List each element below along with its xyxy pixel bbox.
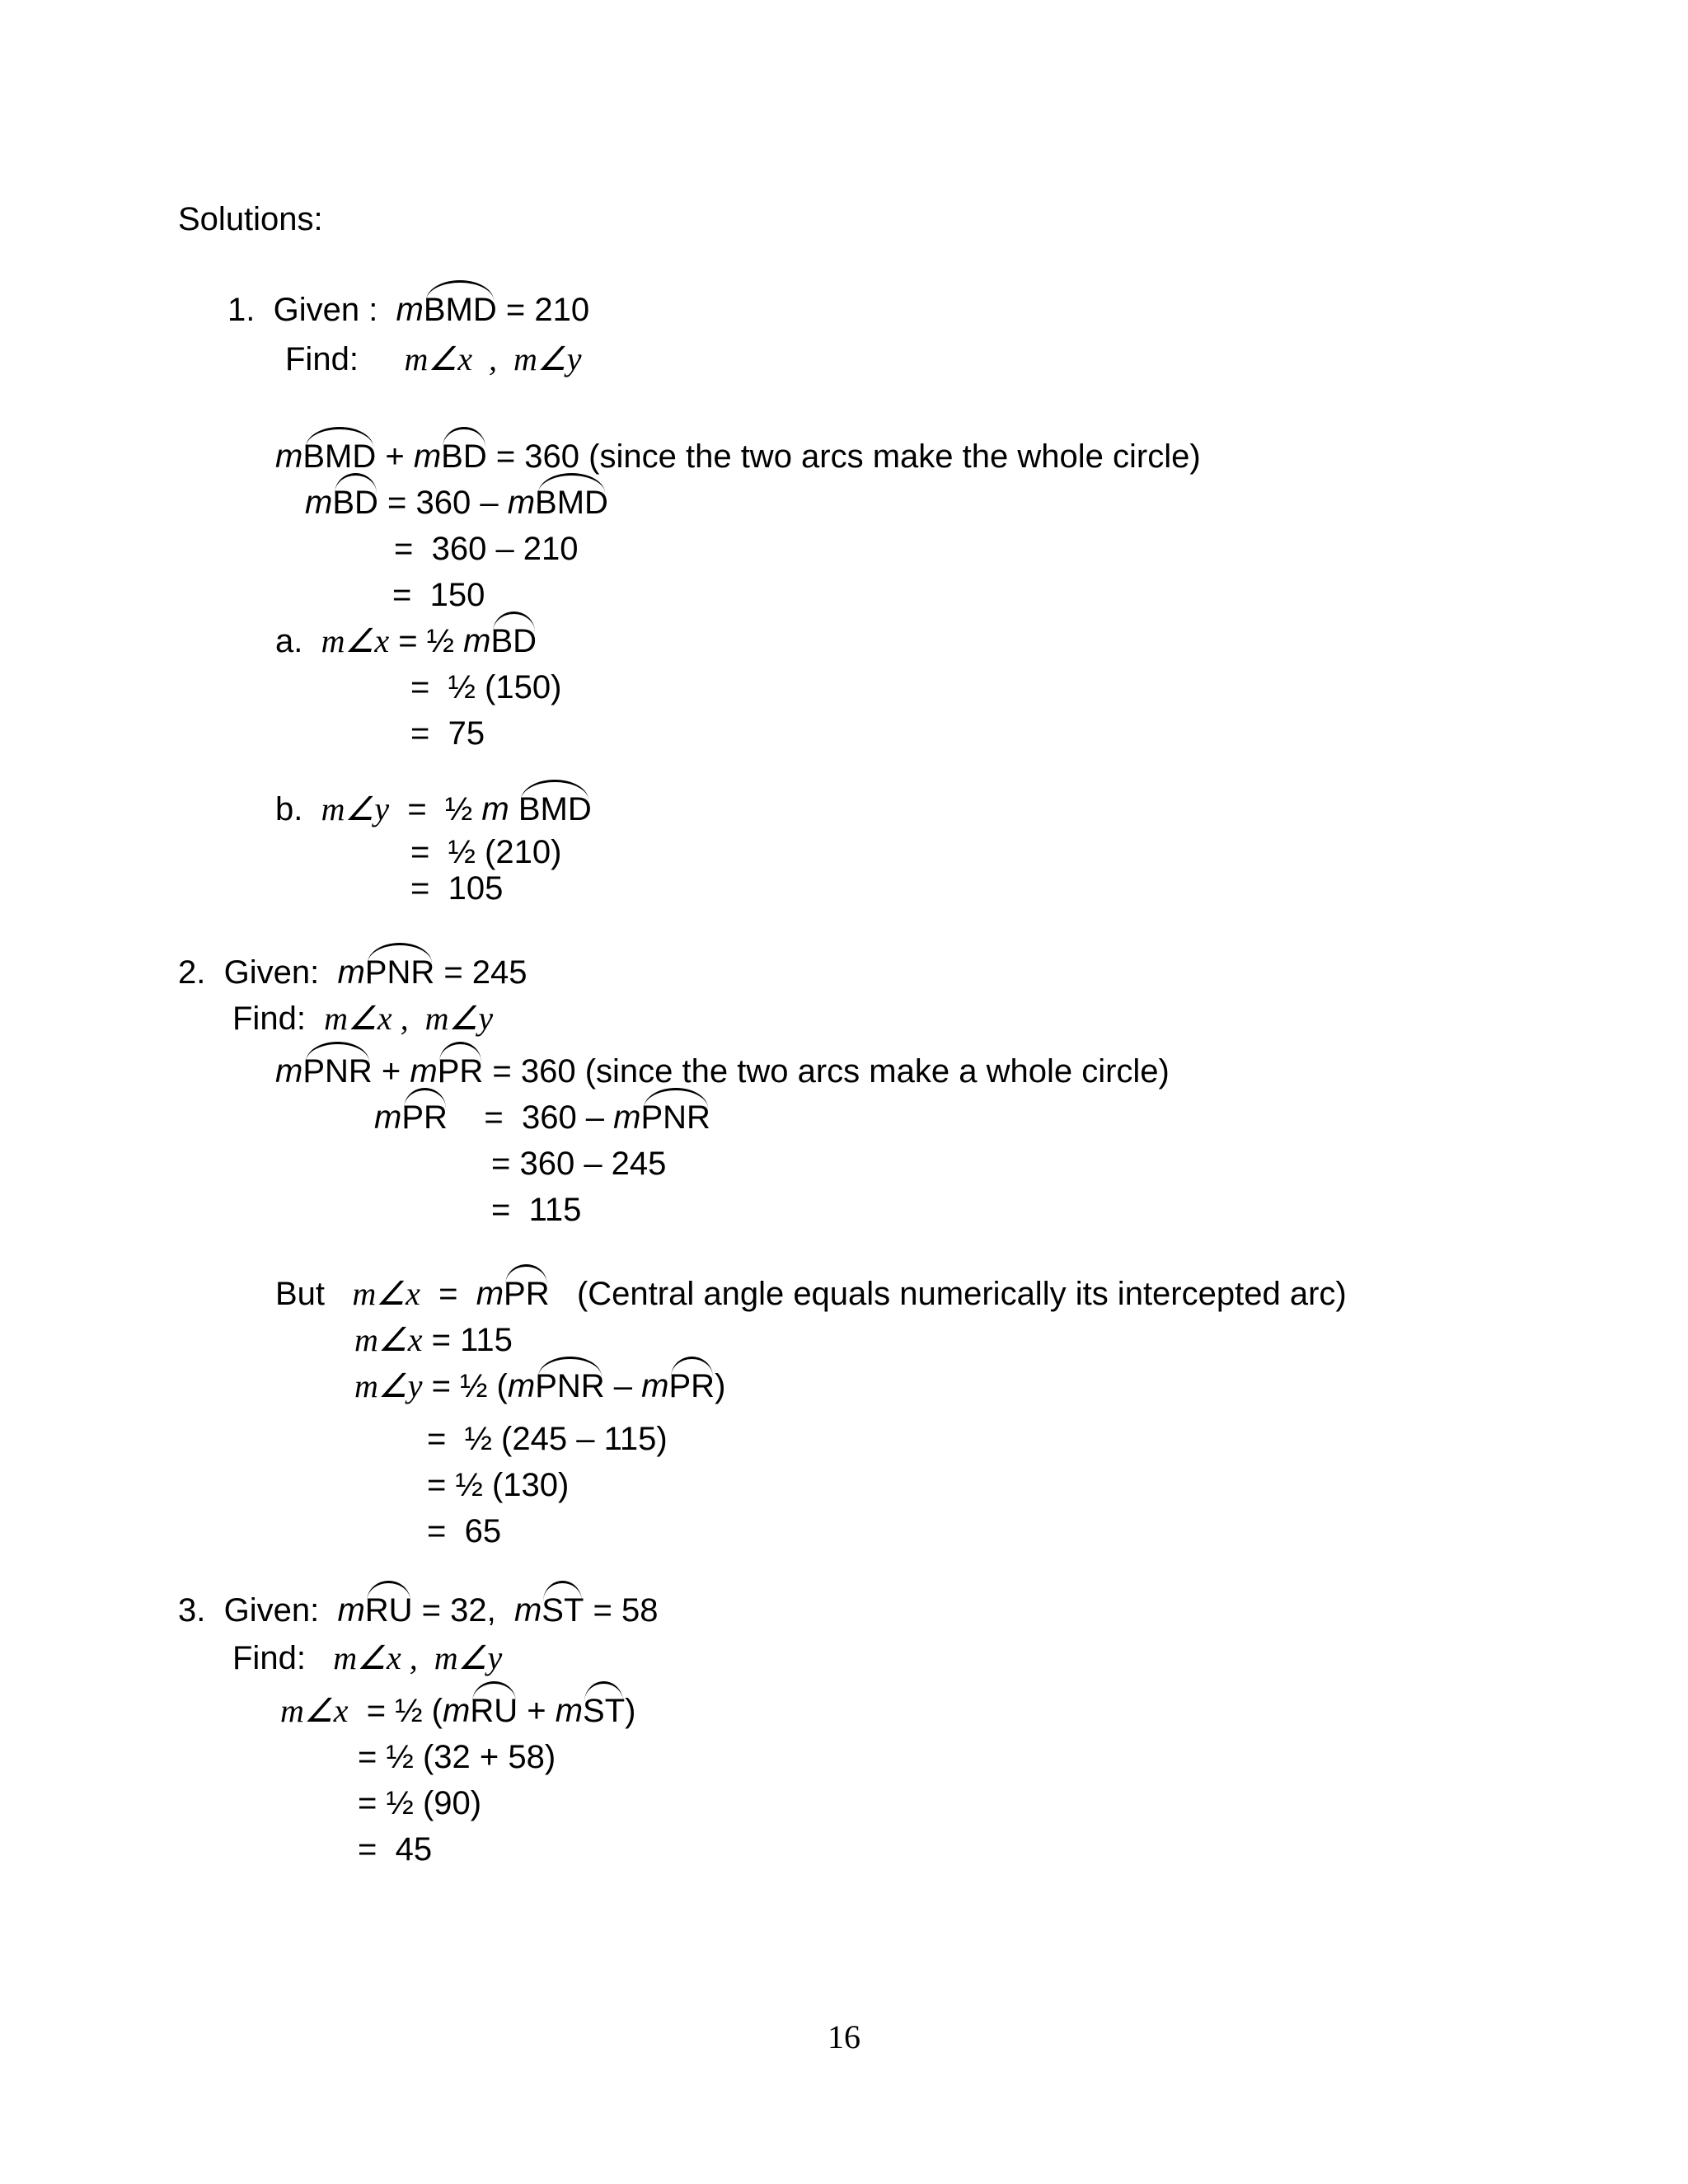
p1-part-a-step-2: = ½ (150) [410,669,562,705]
solutions-heading: Solutions: [178,201,323,237]
p2-x-value [354,1320,513,1360]
find-expressions: m∠x , m∠y [333,1639,503,1676]
given-value: = 245 [434,954,528,991]
find-expressions: m∠x , m∠y [324,1000,494,1037]
angle-expression: m∠x [280,1692,349,1729]
given-label: Given: [223,954,320,991]
measure-symbol: m [476,1276,504,1312]
problem-2-given [178,953,528,992]
problem-number: 3. [178,1592,206,1629]
measure-symbol: m [275,1053,303,1090]
p2-y-formula [354,1366,725,1406]
step-text: = 360 (since the two arcs make a whole circle) [483,1053,1170,1090]
angle-expression: m∠y [354,1367,423,1404]
given-value: = 210 [496,292,590,328]
p1-step-1 [275,437,1201,476]
measure-symbol: m [513,1592,542,1629]
step-text: = 360 – [447,1099,614,1136]
measure-symbol: m [410,1053,438,1090]
page-number: 16 [828,2018,860,2055]
p1-part-a-step-3: = 75 [410,715,485,752]
step-text: = 360 – [377,485,508,521]
step-text: = ½ [389,623,464,659]
measure-symbol: m [641,1368,669,1404]
plus: + [372,1053,410,1090]
given-label: Given: [223,1592,320,1629]
arc-label: BD [441,438,487,475]
p2-but-line [275,1274,1347,1314]
angle-expression: m∠x [352,1275,420,1312]
measure-symbol: m [337,1592,365,1629]
problem-number: 2. [178,954,206,991]
but-label: But [275,1276,326,1312]
p1-part-b-step-2: = ½ (210) [410,834,562,870]
arc-label: PNR [640,1099,710,1136]
step-text: = 115 [422,1322,513,1358]
arc-label: BMD [302,438,377,475]
note-text: (Central angle equals numerically its intercepted arc) [549,1276,1347,1312]
arc-label: PNR [302,1053,373,1090]
p1-part-a [275,621,537,661]
p3-x-formula [280,1691,635,1731]
problem-3-given [178,1591,659,1630]
measure-symbol: m [374,1099,402,1136]
arc-label: PR [504,1276,550,1312]
p1-step-3: = 360 – 210 [394,531,579,567]
arc-label: PR [668,1368,715,1404]
plus: + [376,438,414,475]
arc-label: RU [364,1592,413,1629]
arc-label: BMD [535,485,608,521]
step-text: = ½ ( [422,1368,508,1404]
find-label: Find: [232,1640,306,1676]
p3-x-step-4: = 45 [358,1831,433,1868]
arc-label: RU [470,1693,518,1729]
arc-label: ST [583,1693,626,1729]
problem-number: 1. [227,292,256,328]
problem-2-find [232,999,493,1038]
p1-part-b-step-3: = 105 [410,870,504,907]
measure-symbol: m [396,292,424,328]
measure-symbol: m [507,1368,536,1404]
problem-1-given [227,290,589,330]
p2-y-step-4: = 65 [427,1513,502,1549]
given-label: Given : [273,292,378,328]
angle-expression: m∠x [321,622,390,659]
arc-label: PNR [364,954,435,991]
p2-y-step-3: = ½ (130) [427,1467,570,1503]
find-label: Find: [232,1001,306,1037]
arc-label: BMD [518,791,592,827]
problem-3-find [232,1638,502,1678]
arc-label: BD [490,623,537,659]
measure-symbol: m [463,623,491,659]
measure-symbol: m [481,791,509,827]
measure-symbol: m [305,485,333,521]
step-text: ) [625,1693,636,1729]
p2-step-4: = 115 [491,1192,582,1228]
plus: + [518,1693,556,1729]
given-value: = 58 [584,1592,659,1629]
measure-symbol: m [337,954,365,991]
arc-label: ST [542,1592,584,1629]
p1-step-2 [305,483,608,523]
p2-step-3: = 360 – 245 [491,1146,667,1182]
problem-1-find [285,340,582,379]
angle-expression: m∠x [354,1321,423,1358]
p1-step-4: = 150 [392,577,485,613]
part-label: a. [275,623,303,659]
step-text: = 360 (since the two arcs make the whole circle) [486,438,1201,475]
arc-label: BD [332,485,378,521]
p3-x-step-2: = ½ (32 + 58) [358,1739,556,1775]
angle-expression: m∠y [321,790,390,827]
step-text: = ½ ( [348,1693,443,1729]
measure-symbol: m [443,1693,471,1729]
p1-part-b [275,790,592,829]
step-text: = [420,1276,476,1312]
step-text: = ½ [389,791,482,827]
measure-symbol: m [613,1099,641,1136]
step-text: – [604,1368,642,1404]
measure-symbol: m [275,438,303,475]
measure-symbol: m [555,1693,584,1729]
measure-symbol: m [507,485,536,521]
p2-step-1 [275,1052,1170,1091]
p2-y-step-2: = ½ (245 – 115) [427,1421,668,1457]
arc-label: PR [437,1053,484,1090]
p2-step-2 [374,1098,710,1137]
measure-symbol: m [413,438,442,475]
find-expressions: m∠x , m∠y [404,340,582,377]
find-label: Find: [285,341,359,377]
step-text: ) [715,1368,726,1404]
part-label: b. [275,791,303,827]
p3-x-step-3: = ½ (90) [358,1785,482,1821]
given-value: = 32, [412,1592,514,1629]
arc-label: PNR [535,1368,605,1404]
arc-label: PR [401,1099,448,1136]
arc-label: BMD [423,292,497,328]
